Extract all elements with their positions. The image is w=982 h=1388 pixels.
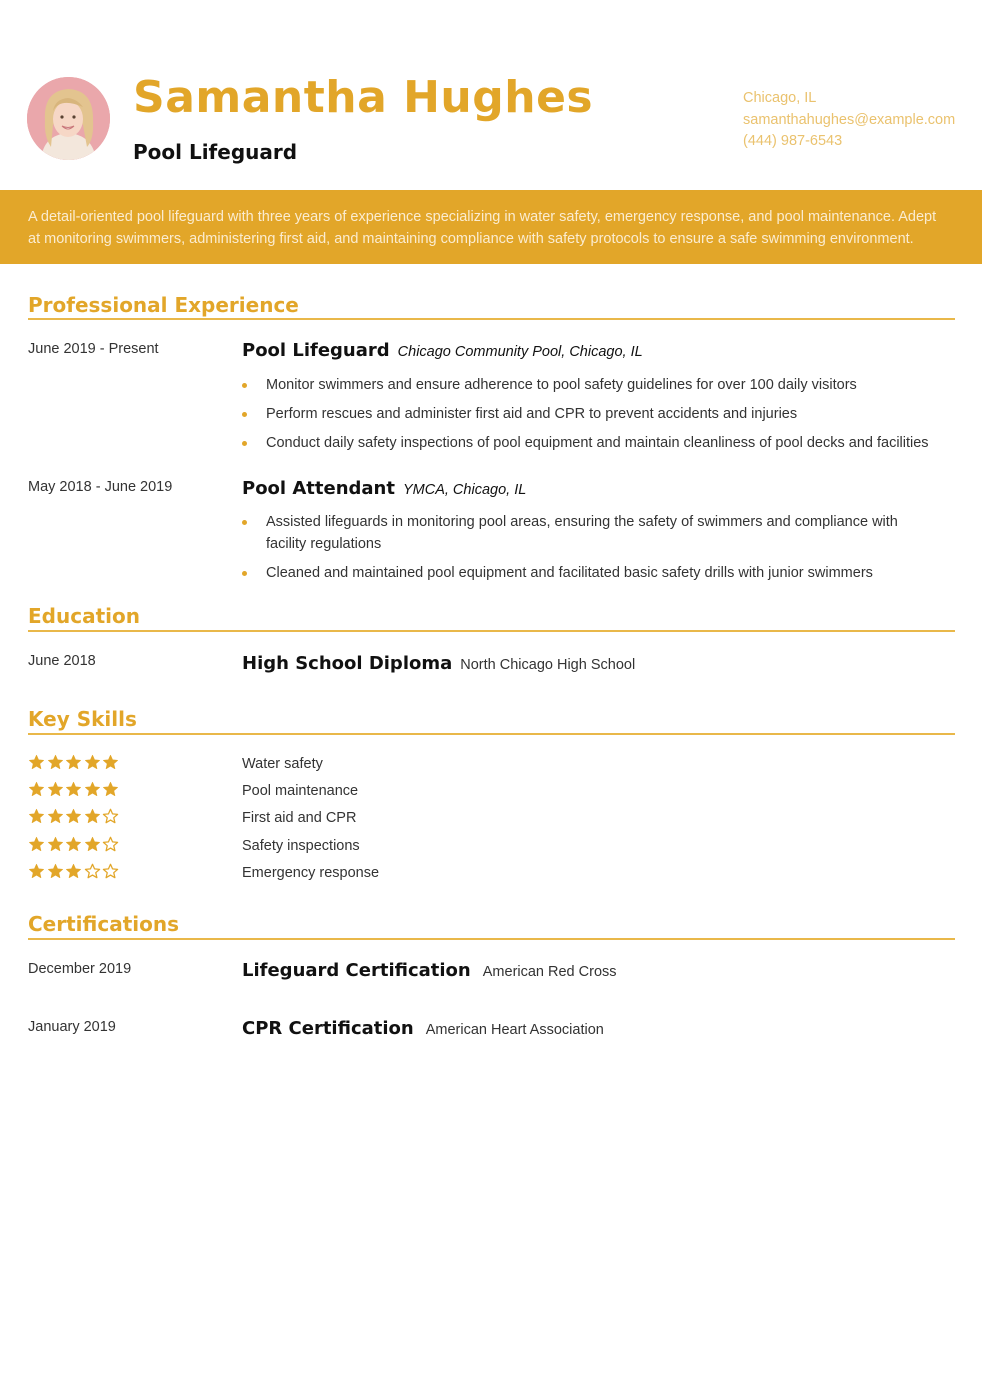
star-empty-icon	[102, 808, 119, 825]
skill-name: Pool maintenance	[242, 783, 359, 799]
section-divider	[28, 318, 955, 320]
job-employer: Chicago Community Pool, Chicago, IL	[397, 344, 643, 360]
job-header	[242, 478, 526, 499]
job-header	[242, 340, 643, 361]
star-empty-icon	[84, 863, 101, 880]
star-empty-icon	[102, 863, 119, 880]
candidate-name: Samantha Hughes	[133, 72, 594, 123]
star-filled-icon	[47, 754, 64, 771]
school-name: North Chicago High School	[460, 657, 636, 673]
contact-email[interactable]: samanthahughes@example.com	[743, 111, 956, 128]
skill-name: Emergency response	[242, 865, 380, 881]
skill-row	[28, 863, 628, 885]
section-divider	[28, 938, 955, 940]
list-item: Conduct daily safety inspections of pool equipment and maintain cleanliness of pool decks and facilities	[242, 432, 932, 454]
job-bullets	[242, 374, 932, 461]
degree-name: High School Diploma	[242, 653, 453, 674]
star-filled-icon	[28, 781, 45, 798]
experience-heading: Professional Experience	[28, 293, 299, 317]
list-item: Assisted lifeguards in monitoring pool areas, ensuring the safety of swimmers and compliance with facility regulations	[242, 511, 932, 555]
skill-name: Water safety	[242, 756, 323, 772]
avatar	[27, 77, 110, 160]
skill-rating	[28, 754, 121, 772]
star-filled-icon	[65, 808, 82, 825]
job-title: Pool Lifeguard	[242, 340, 390, 361]
star-filled-icon	[65, 781, 82, 798]
skill-rating	[28, 808, 121, 826]
star-empty-icon	[102, 836, 119, 853]
certification-name: CPR Certification	[242, 1018, 414, 1039]
star-filled-icon	[47, 836, 64, 853]
star-filled-icon	[47, 781, 64, 798]
education-heading: Education	[28, 604, 140, 628]
job-date: May 2018 - June 2019	[28, 479, 173, 495]
list-item: Monitor swimmers and ensure adherence to pool safety guidelines for over 100 daily visitors	[242, 374, 932, 396]
star-filled-icon	[47, 808, 64, 825]
certification-entry	[242, 960, 617, 981]
list-item: Perform rescues and administer first aid and CPR to prevent accidents and injuries	[242, 403, 932, 425]
star-filled-icon	[102, 754, 119, 771]
profile-photo-icon	[27, 77, 110, 160]
contact-info	[743, 88, 955, 153]
certification-date: December 2019	[28, 961, 132, 977]
star-filled-icon	[28, 863, 45, 880]
star-filled-icon	[65, 863, 82, 880]
star-filled-icon	[28, 754, 45, 771]
section-divider	[28, 733, 955, 735]
resume-header	[0, 0, 982, 190]
star-filled-icon	[84, 836, 101, 853]
job-employer: YMCA, Chicago, IL	[402, 482, 527, 498]
skill-row	[28, 754, 628, 776]
star-filled-icon	[28, 836, 45, 853]
contact-location: Chicago, IL	[743, 90, 817, 106]
star-filled-icon	[28, 808, 45, 825]
job-bullets	[242, 511, 932, 591]
education-entry	[242, 653, 635, 674]
certification-issuer: American Red Cross	[482, 964, 617, 980]
candidate-title: Pool Lifeguard	[133, 140, 298, 164]
certification-issuer: American Heart Association	[425, 1022, 604, 1038]
skill-name: First aid and CPR	[242, 810, 357, 826]
summary-text: A detail-oriented pool lifeguard with three years of experience specializing in water safety, emergency response, and pool maintenance. Adept at monitoring swimmers, administering first aid, and maintaining compliance with safety protocols to ensure a safe swimming environment.	[28, 209, 937, 247]
star-filled-icon	[65, 836, 82, 853]
certification-entry	[242, 1018, 604, 1039]
star-filled-icon	[102, 781, 119, 798]
skill-rating	[28, 781, 121, 799]
certification-name: Lifeguard Certification	[242, 960, 471, 981]
education-date: June 2018	[28, 653, 96, 669]
star-filled-icon	[47, 863, 64, 880]
star-filled-icon	[84, 781, 101, 798]
contact-phone[interactable]: (444) 987-6543	[743, 133, 843, 149]
skills-heading: Key Skills	[28, 707, 137, 731]
certifications-heading: Certifications	[28, 912, 179, 936]
star-filled-icon	[84, 754, 101, 771]
job-title: Pool Attendant	[242, 478, 395, 499]
skill-row	[28, 836, 628, 858]
list-item: Cleaned and maintained pool equipment and facilitated basic safety drills with junior swimmers	[242, 562, 932, 584]
section-divider	[28, 630, 955, 632]
skill-row	[28, 808, 628, 830]
star-filled-icon	[84, 808, 101, 825]
skill-rating	[28, 863, 121, 881]
skill-row	[28, 781, 628, 803]
skill-name: Safety inspections	[242, 838, 360, 854]
job-date: June 2019 - Present	[28, 341, 159, 357]
skill-rating	[28, 836, 121, 854]
star-filled-icon	[65, 754, 82, 771]
certification-date: January 2019	[28, 1019, 116, 1035]
